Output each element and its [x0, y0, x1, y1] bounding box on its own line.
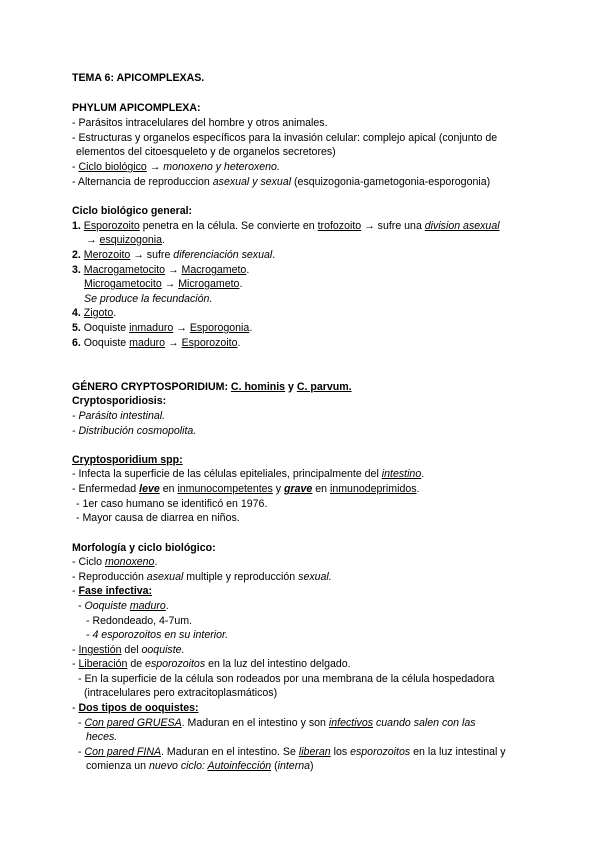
step-number: 1. [72, 220, 81, 232]
morfo-line-2 [72, 570, 332, 584]
ciclo-step-3-note: Se produce la fecundación. [84, 293, 213, 305]
text-span: - [72, 644, 79, 656]
text-span: - [78, 600, 85, 612]
morfo-line-5: - Redondeado, 4-7um. [86, 615, 193, 627]
text-span: leve [139, 483, 160, 495]
text-span: del [121, 644, 142, 656]
text-span: los [330, 746, 351, 758]
text-span: penetra en la célula. Se convierte en [139, 220, 318, 232]
text-span: y [285, 381, 297, 393]
text-span: grave [284, 483, 313, 495]
ciclo-step-3 [72, 263, 249, 277]
text-span: - Reproducción [72, 571, 147, 583]
step-number: 4. [72, 307, 81, 319]
morfo-line-9: - En la superficie de la célula son rodeados por una membrana de la célula hospedadora [78, 673, 495, 685]
text-span: esporozoitos [145, 658, 206, 670]
ciclo-step-4 [72, 306, 116, 320]
cryptosporidiosis-heading: Cryptosporidiosis: [72, 395, 167, 407]
ciclo-step-1 [72, 219, 500, 233]
morfo-line-12 [78, 716, 476, 730]
text-span: - Enfermedad [72, 483, 140, 495]
text-span: . [237, 337, 241, 349]
morfo-line-13: heces. [86, 731, 118, 743]
text-span: ooquiste. [141, 644, 185, 656]
morfo-line-1 [72, 555, 157, 569]
morfo-line-10: (intracelulares pero extracitoplasmáticos) [84, 687, 278, 699]
text-span: . Maduran en el intestino. Se [161, 746, 299, 758]
text-span: . [239, 278, 243, 290]
morfo-line-3 [72, 584, 152, 598]
text-span: esporozoitos [350, 746, 411, 758]
step-number: 2. [72, 249, 81, 261]
text-span: Fase infectiva: [78, 585, 153, 597]
text-span: en [312, 483, 330, 495]
morfologia-heading: Morfología y ciclo biológico: [72, 542, 216, 554]
text-span: Ingestión [78, 644, 122, 656]
text-span: Ooquiste [83, 337, 130, 349]
text-span: y [272, 483, 285, 495]
text-span: inmunocompetentes [177, 483, 273, 495]
text-span: ( [271, 760, 278, 772]
text-span: asexual y sexual [212, 176, 292, 188]
morfo-line-15 [86, 759, 314, 773]
text-span: - [72, 702, 79, 714]
phylum-line-2: - Estructuras y organelos específicos para la invasión celular: complejo apical (conjunto de [72, 132, 498, 144]
text-span: multiple y reproducción [183, 571, 299, 583]
text-span: diferenciación sexual [173, 249, 273, 261]
text-span: → [165, 337, 182, 349]
phylum-line-1: - Parásitos intracelulares del hombre y otros animales. [72, 117, 328, 129]
step-number: 3. [72, 264, 81, 276]
text-span: . Maduran en el intestino y son [181, 717, 329, 729]
text-span: Zigoto [83, 307, 114, 319]
text-span: C. hominis [230, 381, 286, 393]
text-span: monoxeno [104, 556, 155, 568]
text-span: - Ciclo [72, 556, 105, 568]
text-span: Ciclo biológico [78, 161, 147, 173]
phylum-line-4 [72, 160, 280, 174]
text-span: en la luz del intestino delgado. [205, 658, 351, 670]
text-span: maduro [129, 600, 166, 612]
text-span: . [249, 322, 253, 334]
morfo-line-11 [72, 701, 199, 715]
text-span: Microgametocito [84, 278, 162, 290]
page-title: TEMA 6: APICOMPLEXAS. [72, 72, 205, 84]
text-span: . [154, 556, 158, 568]
text-span: → monoxeno y heteroxeno. [146, 161, 280, 173]
spp-line-3: - 1er caso humano se identificó en 1976. [76, 498, 268, 510]
text-span: sexual. [298, 571, 332, 583]
text-span: . [421, 468, 425, 480]
text-span: - [78, 746, 85, 758]
text-span: ) [310, 760, 314, 772]
text-span: inmunodeprimidos [329, 483, 417, 495]
phylum-heading: PHYLUM APICOMPLEXA: [72, 102, 201, 114]
spp-line-1 [72, 467, 424, 481]
text-span: → [161, 278, 179, 290]
spp-heading: Cryptosporidium spp: [72, 454, 183, 466]
text-span: Merozoito [83, 249, 131, 261]
text-span: . [246, 264, 250, 276]
text-span: Con pared GRUESA [84, 717, 182, 729]
text-span: Esporozoito [83, 220, 140, 232]
text-span: asexual [146, 571, 184, 583]
text-span: GÉNERO CRYPTOSPORIDIUM: [72, 381, 231, 393]
ciclo-step-3-micro [84, 277, 242, 291]
text-span: trofozoito [317, 220, 362, 232]
ciclo-step-5 [72, 321, 252, 335]
text-span: (esquizogonia-gametogonia-esporogonia) [291, 176, 491, 188]
step-number: 6. [72, 337, 81, 349]
text-span: C. parvum. [296, 381, 352, 393]
genero-heading [72, 380, 352, 394]
text-span: maduro [129, 337, 166, 349]
text-span: intestino [381, 468, 422, 480]
text-span: de [127, 658, 146, 670]
text-span: . [113, 307, 117, 319]
text-span: - [72, 161, 79, 173]
text-span: cuando salen con las [373, 717, 476, 729]
spp-line-2 [72, 482, 420, 496]
text-span: - [72, 585, 79, 597]
ciclo-heading: Ciclo biológico general: [72, 205, 193, 217]
text-span: Dos tipos de ooquistes: [78, 702, 199, 714]
morfo-line-7 [72, 643, 185, 657]
cryptosporidiosis-line-2: - Distribución cosmopolita. [72, 425, 197, 437]
text-span: → [86, 234, 100, 246]
text-span: Macrogametocito [83, 264, 166, 276]
ciclo-step-2 [72, 248, 275, 262]
text-span: → [173, 322, 190, 334]
text-span: infectivos [328, 717, 374, 729]
text-span: - Alternancia de reproduccion [72, 176, 213, 188]
cryptosporidiosis-line-1: - Parásito intestinal. [72, 410, 166, 422]
text-span: - Infecta la superficie de las células epiteliales, principalmente del [72, 468, 382, 480]
text-span: Liberación [78, 658, 128, 670]
text-span: Microgameto [178, 278, 240, 290]
text-span: Esporozoito [181, 337, 238, 349]
text-span: esquizogonia [99, 234, 162, 246]
ciclo-step-6 [72, 336, 240, 350]
phylum-line-5 [72, 175, 490, 189]
text-span: . [165, 600, 169, 612]
morfo-line-4 [78, 599, 169, 613]
spp-line-4: - Mayor causa de diarrea en niños. [76, 512, 240, 524]
text-span: en la luz intestinal y [410, 746, 506, 758]
text-span: inmaduro [129, 322, 174, 334]
text-span: division asexual [424, 220, 500, 232]
text-span: nuevo ciclo: [149, 760, 208, 772]
text-span: Esporogonia [189, 322, 250, 334]
morfo-line-14 [78, 745, 506, 759]
text-span: - [72, 658, 79, 670]
text-span: Ooquiste [84, 600, 130, 612]
text-span: . [161, 234, 165, 246]
morfo-line-6: - 4 esporozoitos en su interior. [86, 629, 229, 641]
morfo-line-8 [72, 657, 351, 671]
ciclo-step-1-cont [86, 233, 165, 247]
text-span: → [165, 264, 182, 276]
text-span: . [272, 249, 276, 261]
text-span: en [159, 483, 178, 495]
text-span: Macrogameto [181, 264, 247, 276]
text-span: - [78, 717, 85, 729]
text-span: comienza un [86, 760, 150, 772]
text-span: Autoinfección [207, 760, 272, 772]
step-number: 5. [72, 322, 81, 334]
text-span: → sufre una [361, 220, 425, 232]
text-span: interna [277, 760, 311, 772]
text-span: → sufre [130, 249, 174, 261]
phylum-line-3: elementos del citoesqueleto y de organelos secretores) [76, 146, 336, 158]
text-span: . [416, 483, 420, 495]
text-span: liberan [298, 746, 331, 758]
text-span: Con pared FINA [84, 746, 162, 758]
text-span: Ooquiste [83, 322, 130, 334]
